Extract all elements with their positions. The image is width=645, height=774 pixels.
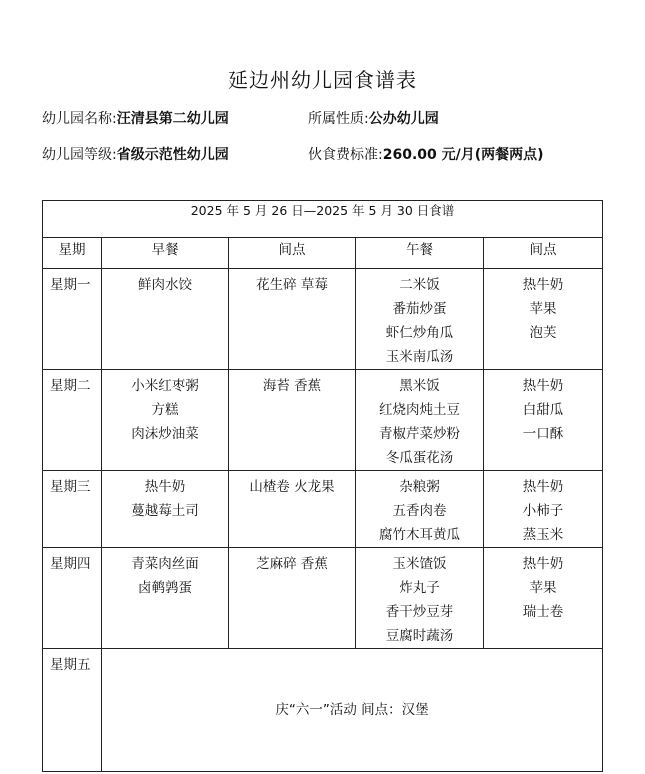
menu-item: 香干炒豆芽 [385, 604, 454, 620]
date-range: 2025 年 5 月 26 日—2025 年 5 月 30 日食谱 [43, 201, 603, 238]
kindergarten-level-value: 省级示范性幼儿园 [116, 147, 229, 163]
menu-item: 蔓越莓土司 [131, 503, 199, 519]
header-weekday: 星期 [43, 238, 102, 269]
kindergarten-nature-value: 公办幼儿园 [368, 111, 439, 127]
menu-item: 二米饭 [399, 277, 440, 293]
weekday-cell: 星期一 [43, 269, 102, 370]
header-row [43, 238, 603, 269]
menu-item: 花生碎 草莓 [256, 277, 328, 293]
weekday-cell: 星期二 [43, 370, 102, 471]
menu-item: 热牛奶 [522, 479, 564, 495]
menu-item: 炸丸子 [399, 580, 440, 596]
weekday-cell: 星期四 [43, 548, 102, 649]
menu-item: 肉沫炒油菜 [131, 426, 199, 442]
weekday-cell: 星期五 [43, 649, 102, 772]
menu-item: 五香肉卷 [392, 503, 447, 519]
menu-item: 一口酥 [522, 426, 564, 442]
menu-item: 蒸玉米 [522, 527, 564, 543]
date-range-row [43, 201, 603, 238]
menu-item: 虾仁炒角瓜 [385, 325, 454, 341]
snack-afternoon-cell [484, 548, 603, 649]
menu-item: 卤鹌鹑蛋 [138, 580, 192, 596]
meal-fee [308, 144, 544, 164]
kindergarten-nature-label: 所属性质: [308, 111, 369, 127]
meal-fee-label: 伙食费标准: [308, 147, 383, 163]
kindergarten-nature [308, 108, 439, 128]
table-row [43, 370, 603, 471]
lunch-cell [356, 548, 484, 649]
menu-item: 小米红枣粥 [131, 378, 199, 394]
menu-item: 杂粮粥 [399, 479, 440, 495]
menu-item: 玉米南瓜汤 [385, 349, 454, 365]
weekday-cell: 星期三 [43, 471, 102, 548]
breakfast-cell [102, 471, 229, 548]
snack-morning-cell [229, 471, 356, 548]
friday-activity-cell [102, 649, 603, 772]
menu-item: 番茄炒蛋 [392, 301, 447, 317]
menu-item: 腐竹木耳黄瓜 [379, 527, 460, 543]
page-title: 延边州幼儿园食谱表 [228, 68, 417, 92]
menu-table [42, 200, 603, 772]
friday-activity-note: 庆“六一”活动 间点：汉堡 [275, 702, 429, 718]
table-row [43, 269, 603, 370]
lunch-cell [356, 471, 484, 548]
kindergarten-name [42, 108, 229, 128]
snack-morning-cell [229, 269, 356, 370]
kindergarten-name-label: 幼儿园名称: [42, 111, 117, 127]
menu-item: 山楂卷 火龙果 [249, 479, 335, 495]
menu-item: 瑞士卷 [522, 604, 564, 620]
table-row [43, 548, 603, 649]
table-row [43, 649, 603, 772]
header-snack-morning: 间点 [229, 238, 356, 269]
kindergarten-level-label: 幼儿园等级: [42, 147, 117, 163]
kindergarten-name-value: 汪清县第二幼儿园 [116, 111, 229, 127]
kindergarten-level [42, 144, 229, 164]
menu-item: 小柿子 [522, 503, 564, 519]
menu-item: 青椒芹菜炒粉 [379, 426, 460, 442]
menu-item: 泡芙 [529, 325, 557, 341]
lunch-cell [356, 370, 484, 471]
menu-item: 方糕 [151, 402, 179, 418]
meal-fee-value: 260.00 元/月(两餐两点) [382, 147, 544, 163]
menu-item: 冬瓜蛋花汤 [385, 450, 454, 466]
menu-item: 苹果 [529, 580, 557, 596]
header-snack-afternoon: 间点 [484, 238, 603, 269]
snack-afternoon-cell [484, 471, 603, 548]
breakfast-cell [102, 548, 229, 649]
snack-afternoon-cell [484, 269, 603, 370]
snack-morning-cell [229, 548, 356, 649]
menu-item: 热牛奶 [522, 556, 564, 572]
menu-item: 苹果 [529, 301, 557, 317]
header-lunch: 午餐 [356, 238, 484, 269]
menu-item: 热牛奶 [522, 378, 564, 394]
menu-item: 鲜肉水饺 [138, 277, 192, 293]
menu-item: 黑米饭 [399, 378, 440, 394]
menu-item: 玉米馇饭 [392, 556, 447, 572]
menu-item: 芝麻碎 香蕉 [256, 556, 328, 572]
menu-item: 热牛奶 [522, 277, 564, 293]
menu-item: 豆腐时蔬汤 [385, 628, 454, 644]
menu-item: 红烧肉炖土豆 [379, 402, 460, 418]
snack-morning-cell [229, 370, 356, 471]
snack-afternoon-cell [484, 370, 603, 471]
lunch-cell [356, 269, 484, 370]
breakfast-cell [102, 370, 229, 471]
table-row [43, 471, 603, 548]
menu-item: 热牛奶 [144, 479, 186, 495]
menu-item: 白甜瓜 [522, 402, 564, 418]
menu-item: 海苔 香蕉 [262, 378, 322, 394]
breakfast-cell [102, 269, 229, 370]
menu-item: 青菜肉丝面 [131, 556, 199, 572]
header-breakfast: 早餐 [102, 238, 229, 269]
